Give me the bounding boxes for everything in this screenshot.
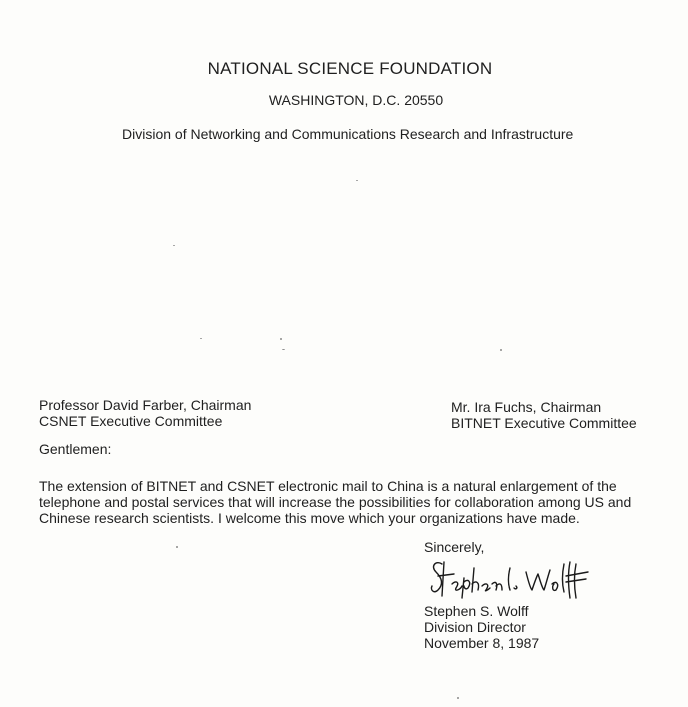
scan-speck bbox=[173, 245, 175, 246]
scan-speck bbox=[280, 338, 282, 340]
recipient-left-committee: CSNET Executive Committee bbox=[39, 413, 223, 429]
body-line: The extension of BITNET and CSNET electronic mail to China is a natural enlargement of the bbox=[39, 478, 617, 494]
signer-title: Division Director bbox=[424, 619, 526, 635]
handwritten-signature bbox=[428, 554, 593, 602]
signer-block bbox=[424, 603, 539, 651]
scan-speck bbox=[200, 338, 202, 339]
body-line: Chinese research scientists. I welcome this move which your organizations have made. bbox=[39, 510, 580, 526]
salutation: Gentlemen: bbox=[39, 441, 112, 457]
scan-speck bbox=[500, 349, 502, 351]
letter-body bbox=[39, 478, 659, 526]
letterhead-organization: NATIONAL SCIENCE FOUNDATION bbox=[207, 59, 493, 78]
scan-speck bbox=[457, 697, 459, 699]
closing: Sincerely, bbox=[424, 539, 485, 555]
recipient-right-name: Mr. Ira Fuchs, Chairman bbox=[451, 399, 602, 415]
letterhead-city: WASHINGTON, D.C. 20550 bbox=[268, 92, 444, 108]
signer-name: Stephen S. Wolff bbox=[424, 603, 529, 619]
scan-speck bbox=[176, 546, 178, 548]
recipient-right bbox=[451, 399, 637, 431]
recipient-right-committee: BITNET Executive Committee bbox=[451, 415, 637, 431]
letter-date: November 8, 1987 bbox=[424, 635, 540, 651]
scan-speck bbox=[356, 180, 358, 181]
scan-speck bbox=[282, 349, 285, 350]
recipient-left bbox=[39, 397, 251, 429]
recipient-left-name: Professor David Farber, Chairman bbox=[39, 397, 252, 413]
body-line: telephone and postal services that will increase the possibilities for collaboration among US and bbox=[39, 494, 632, 510]
letterhead-division: Division of Networking and Communications Research and Infrastructure bbox=[122, 126, 574, 142]
